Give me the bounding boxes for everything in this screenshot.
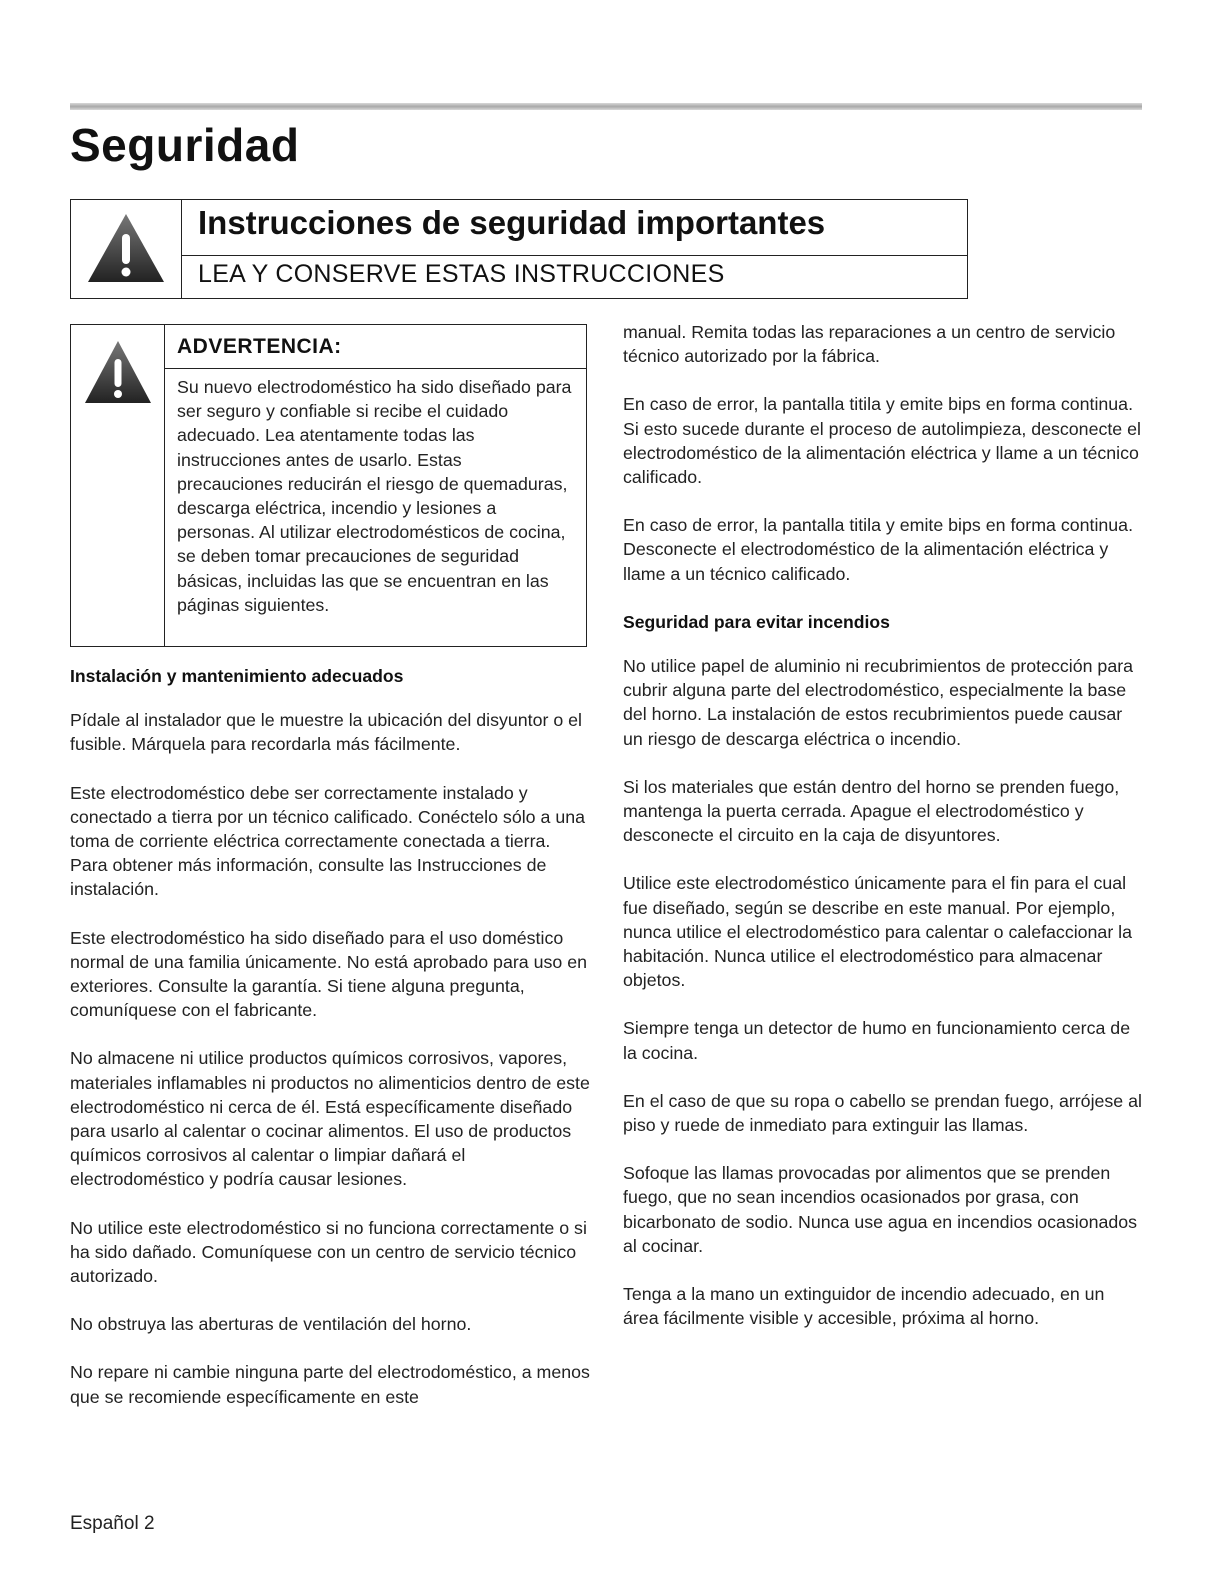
left-paragraph: Pídale al instalador que le muestre la ubicación del disyuntor o el fusible. Márquela para recordarla más fácilmente.: [70, 710, 583, 755]
right-paragraph: Sofoque las llamas provocadas por alimentos que se prenden fuego, que no sean incendios ocasionados por grasa, con bicarbonato de sodio. Nunca use agua en incendios ocasionados al cocinar.: [623, 1163, 1138, 1256]
warning-icon-cell: [71, 325, 165, 646]
left-paragraph: No utilice este electrodoméstico si no funciona correctamente o si ha sido dañado. Comuníquese con un centro de servicio técnico autorizado.: [70, 1217, 587, 1287]
warning-text: Su nuevo electrodoméstico ha sido diseñado para ser seguro y confiable si recibe el cuidado adecuado. Lea atentamente todas las instrucciones antes de usarlo. Estas precauciones reducirán el riesgo de quemaduras, descarga eléctrica, incendio y lesiones a personas. Al utilizar electrodomésticos de cocina, se deben tomar precauciones de seguridad básicas, incluidas las que se encuentran en las páginas siguientes.: [177, 377, 572, 615]
page-title: Seguridad: [70, 119, 300, 171]
right-column: [623, 320, 1143, 1355]
right-paragraph: Si los materiales que están dentro del horno se prenden fuego, mantenga la puerta cerrada. Apague el electrodoméstico y desconecte el circuito en la caja de disyuntores.: [623, 776, 1120, 846]
left-paragraph: Este electrodoméstico ha sido diseñado para el uso doméstico normal de una familia únicamente. No está aprobado para uso en exteriores. Consulte la garantía. Si tiene alguna pregunta, comuníquese con el fabricante.: [70, 927, 587, 1021]
left-paragraph: No almacene ni utilice productos químicos corrosivos, vapores, materiales inflamables ni productos no alimenticios dentro de este electrodoméstico ni cerca de él. Está específicamente diseñado para usarlo al calentar o cocinar alimentos. El uso de productos químicos corrosivos al calentar o limpiar dañará el electrodoméstico y podría causar lesiones.: [70, 1048, 590, 1190]
warning-title: ADVERTENCIA:: [177, 335, 342, 358]
instructions-title: Instrucciones de seguridad importantes: [198, 204, 826, 241]
right-paragraph: Siempre tenga un detector de humo en funcionamiento cerca de la cocina.: [623, 1018, 1131, 1063]
right-paragraph: En caso de error, la pantalla titila y emite bips en forma continua. Si esto sucede durante el proceso de autolimpieza, desconecte el electrodoméstico de la alimentación eléctrica y llame a un técnico calificado.: [623, 394, 1141, 488]
right-paragraph: En caso de error, la pantalla titila y emite bips en forma continua. Desconecte el electrodoméstico de la alimentación eléctrica y llame a un técnico calificado.: [623, 515, 1134, 584]
warning-box: [70, 324, 587, 647]
warning-divider: [164, 368, 586, 369]
instructions-subtitle: LEA Y CONSERVE ESTAS INSTRUCCIONES: [198, 260, 725, 288]
warning-triangle-icon: [86, 212, 166, 284]
header-icon-cell: [71, 200, 182, 298]
installation-heading: Instalación y mantenimiento adecuados: [70, 666, 404, 686]
header-divider: [181, 255, 967, 256]
page-footer: Español 2: [70, 1513, 155, 1534]
warning-triangle-icon: [83, 339, 153, 405]
left-paragraph: Este electrodoméstico debe ser correctamente instalado y conectado a tierra por un técnico calificado. Conéctelo sólo a una toma de corriente eléctrica correctamente conectada a tierra. Para obtener más información, consulte las Instrucciones de instalación.: [70, 782, 585, 900]
right-paragraph: Tenga a la mano un extinguidor de incendio adecuado, en un área fácilmente visible y accesible, próxima al horno.: [623, 1284, 1105, 1329]
header-rule: [70, 103, 1142, 110]
left-paragraph: No obstruya las aberturas de ventilación del horno.: [70, 1314, 472, 1335]
left-paragraph: No repare ni cambie ninguna parte del electrodoméstico, a menos que se recomiende específicamente en este: [70, 1362, 590, 1407]
right-paragraph: En el caso de que su ropa o cabello se prendan fuego, arrójese al piso y ruede de inmediato para extinguir las llamas.: [623, 1090, 1142, 1136]
right-paragraph: Utilice este electrodoméstico únicamente para el fin para el cual fue diseñado, según se describe en este manual. Por ejemplo, nunca utilice el electrodoméstico para calentar o calefaccionar la habitación. Nunca utilice el electrodoméstico para almacenar objetos.: [623, 873, 1133, 991]
left-column: [70, 664, 590, 1433]
right-paragraph: No utilice papel de aluminio ni recubrimientos de protección para cubrir alguna parte del electrodoméstico, especialmente la base del horno. La instalación de estos recubrimientos puede causar un riesgo de descarga eléctrica o incendio.: [623, 656, 1134, 749]
right-paragraph: manual. Remita todas las reparaciones a un centro de servicio técnico autorizado por la fábrica.: [623, 322, 1116, 367]
fire-safety-heading: Seguridad para evitar incendios: [623, 611, 890, 632]
important-instructions-box: [70, 199, 968, 299]
